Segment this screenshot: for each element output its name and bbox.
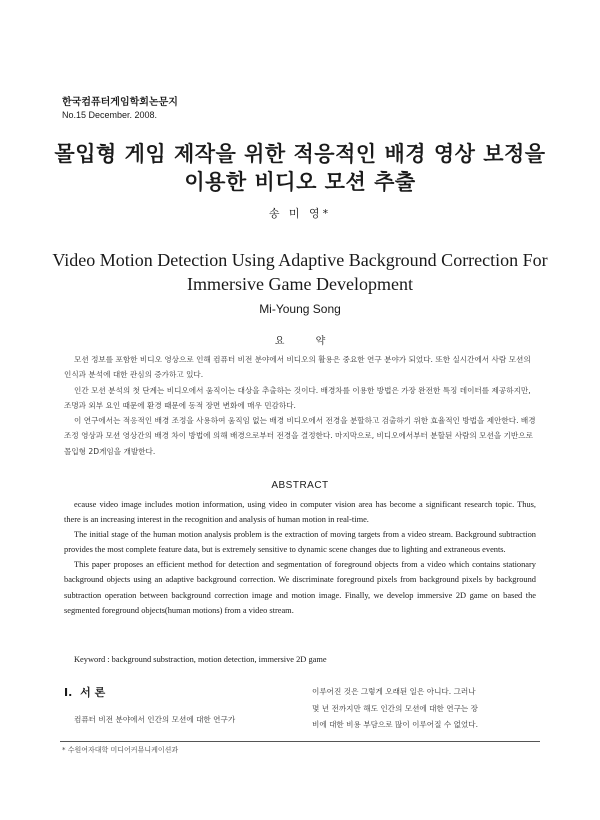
english-abstract-paragraph: ecause video image includes motion information, using video in computer vision area has become a significant research topic. Thus, there is an increasing interest in the recognition and analysis of human motion in real-time. <box>64 500 536 525</box>
footnote: * 수원여자대학 미디어커뮤니케이션과 <box>62 746 179 754</box>
english-title-line: Immersive Game Development <box>187 274 413 294</box>
korean-abstract-paragraph: 인간 모션 분석의 첫 단계는 비디오에서 움직이는 대상을 추출하는 것이다. 배경차를 이용한 방법은 가장 완전한 특징 데이터를 제공하지만, 조명과 외부 요인 때문에 환경 때문에 동적 장면 변화에 매우 민감하다. <box>64 385 531 410</box>
english-title-line: Video Motion Detection Using Adaptive Background Correction For <box>52 250 548 270</box>
english-abstract-paragraph: The initial stage of the human motion analysis problem is the extraction of moving targets from a video stream. Background subtraction provides the most complete feature data, but is extremely sensitive to dynamic scene changes due to lighting and extraneous events. <box>64 530 536 555</box>
journal-name: 한국컴퓨터게임학회논문지 <box>62 97 178 108</box>
korean-title-line: 몰입형 게임 제작을 위한 적응적인 배경 영상 보정을 <box>54 141 546 166</box>
journal-header <box>62 96 178 121</box>
korean-abstract-paragraph: 이 연구에서는 적응적인 배경 조정을 사용하여 움직임 없는 배경 비디오에서 전경을 분할하고 검출하기 위한 효율적인 방법을 제안한다. 배경 조정 영상과 모션 영상간의 배경 차이 방법에 의해 배경으로부터 전경을 결정한다. 마지막으로, 비디오에서부터 분할된 사람의 모션을 기반으로 몰입형 2D게임을 개발한다. <box>64 416 536 456</box>
section-number: Ⅰ. <box>64 686 73 699</box>
body-text-left: 컴퓨터 비전 분야에서 인간의 모션에 대한 연구가 <box>74 715 236 724</box>
footnote-divider <box>60 741 540 742</box>
right-column <box>312 684 538 734</box>
section-title: 서 론 <box>80 686 106 699</box>
left-column <box>64 684 284 728</box>
body-text-line: 비에 대한 비용 부담으로 많이 이루어질 수 없었다. <box>312 720 479 729</box>
body-text-line: 몇 년 전까지만 해도 인간의 모션에 대한 연구는 장 <box>312 703 479 713</box>
journal-issue: No.15 December. 2008. <box>62 110 158 120</box>
korean-title-line: 이용한 비디오 모션 추출 <box>184 169 416 194</box>
english-abstract <box>64 497 536 618</box>
korean-abstract <box>64 352 536 459</box>
english-author: Mi-Young Song <box>259 302 341 316</box>
english-title <box>50 248 550 296</box>
section-heading <box>64 684 284 700</box>
korean-abstract-paragraph: 모션 정보를 포함한 비디오 영상으로 인해 컴퓨터 비전 분야에서 비디오의 활용은 중요한 연구 분야가 되었다. 또한 실시간에서 사람 모션의 인식과 분석에 대한 관심의 증가하고 있다. <box>64 355 531 380</box>
korean-title <box>40 140 560 196</box>
korean-abstract-heading: 요 약 <box>274 336 340 347</box>
english-abstract-heading: ABSTRACT <box>271 480 329 491</box>
keywords: Keyword : background substraction, motion detection, immersive 2D game <box>74 655 327 664</box>
english-abstract-paragraph: This paper proposes an efficient method for detection and segmentation of foreground objects from a video which contains stationary background objects using an adaptive background correction. We discriminate foreground pixels from background pixels by background subtraction operation between background correction image and motion image. Finally, we develop immersive 2D game on based the segmented foreground objects(human motions) from a video stream. <box>64 560 536 615</box>
body-text-line: 이루어진 것은 그렇게 오래된 일은 아니다. 그러나 <box>312 687 476 696</box>
korean-author: 송 미 영* <box>268 207 332 220</box>
